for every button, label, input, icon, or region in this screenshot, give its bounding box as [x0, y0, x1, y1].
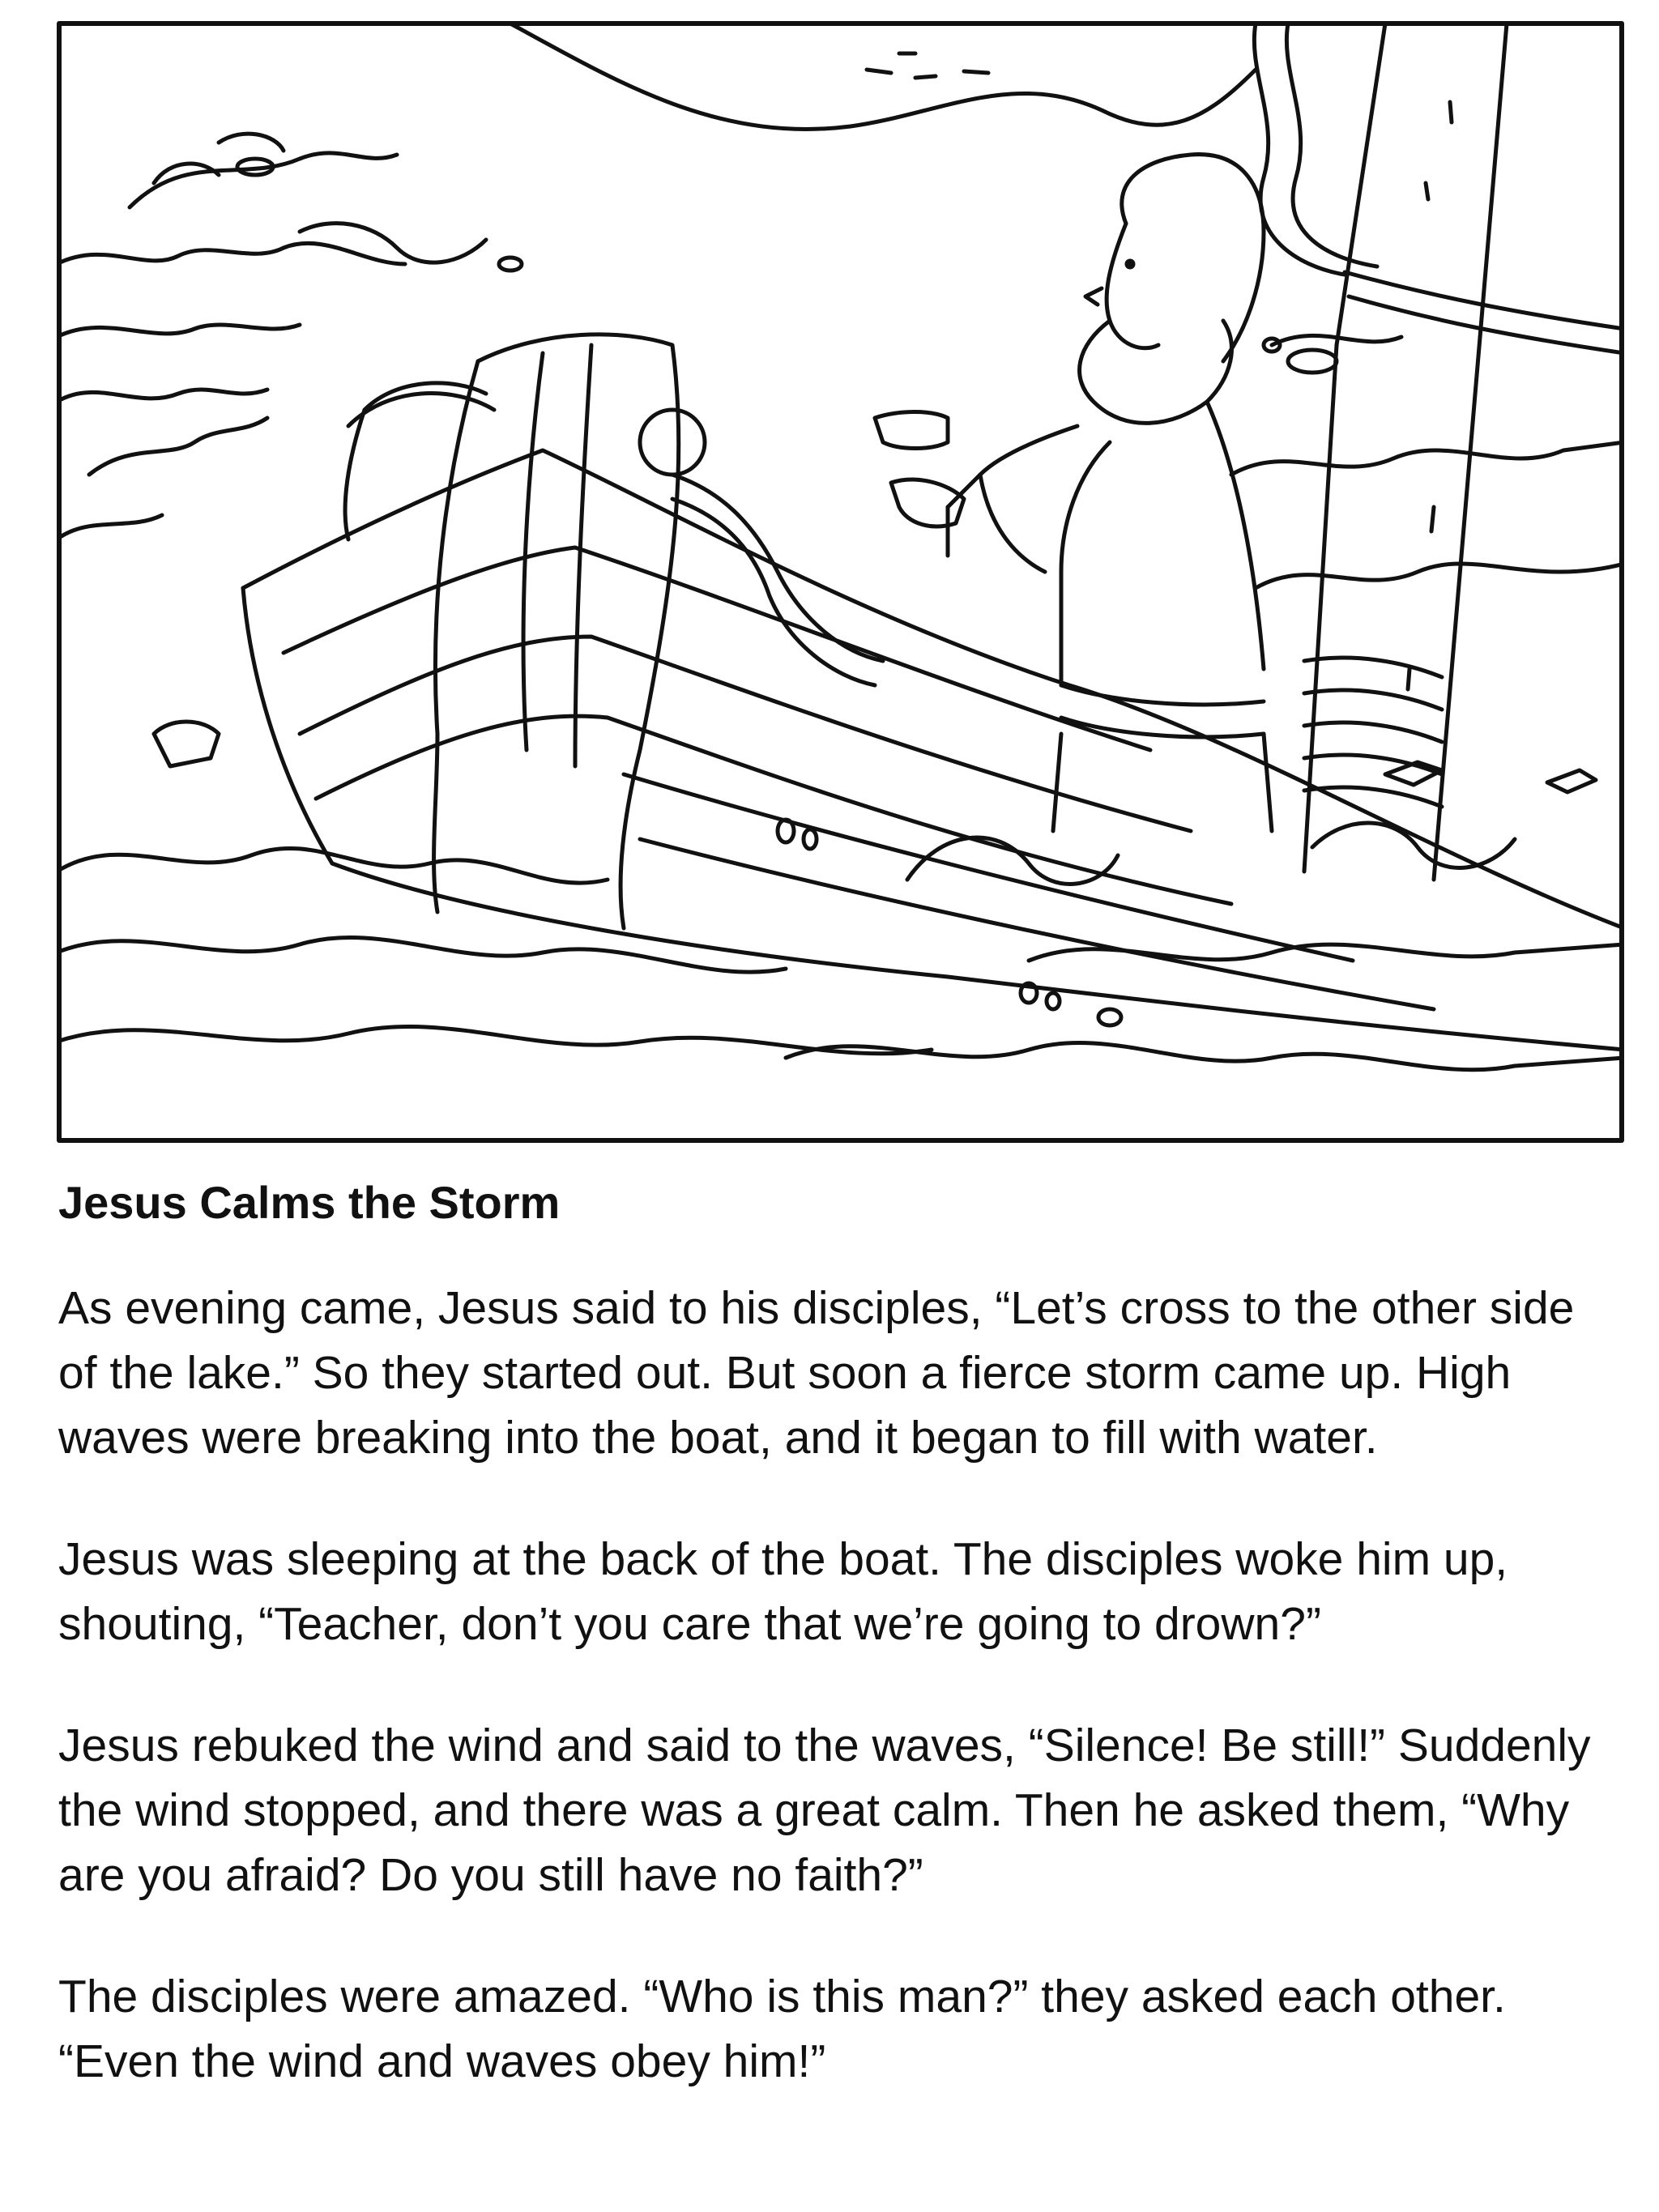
coloring-illustration — [57, 21, 1624, 1143]
story-text — [58, 1170, 1622, 2150]
page-title: Jesus Calms the Storm — [58, 1177, 561, 1228]
boat-storm-icon — [57, 21, 1624, 1143]
story-paragraph-4: The disciples were amazed. “Who is this man?” they asked each other. “Even the wind and waves obey him!” — [58, 1971, 1506, 2087]
story-paragraph-3: Jesus rebuked the wind and said to the waves, “Silence! Be still!” Suddenly the wind stopped, and there was a great calm. Then he asked them, “Why are you afraid? Do you still have no faith?” — [58, 1720, 1591, 1901]
story-paragraph-1: As evening came, Jesus said to his disciples, “Let’s cross to the other side of the lake.” So they started out. But soon a fierce storm came up. High waves were breaking into the boat, and it began to fill with water. — [58, 1282, 1575, 1464]
story-paragraph-2: Jesus was sleeping at the back of the boat. The disciples woke him up, shouting, “Teacher, don’t you care that we’re going to drown?” — [58, 1533, 1508, 1650]
